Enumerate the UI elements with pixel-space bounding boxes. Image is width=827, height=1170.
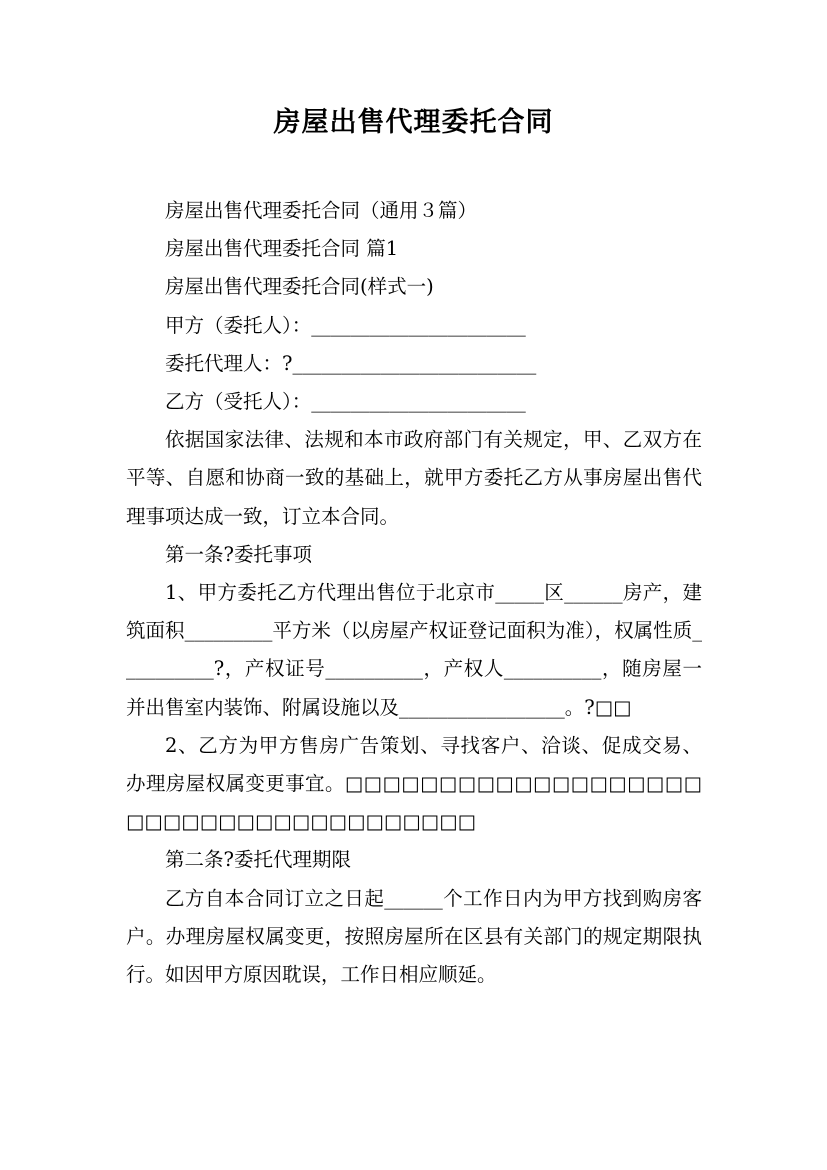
paragraph-section-label: 房屋出售代理委托合同 篇1 bbox=[165, 237, 399, 261]
paragraph-preamble: 依据国家法律、法规和本市政府部门有关规定，甲、乙双方在平等、自愿和协商一致的基础上，就甲方委托乙方从事房屋出售代理事项达成一致，订立本合同。 bbox=[126, 428, 702, 528]
document-title: 房屋出售代理委托合同 bbox=[273, 107, 554, 138]
article-one-heading: 第一条?委托事项 bbox=[165, 542, 312, 566]
agent-field: 委托代理人：?_________________________ bbox=[165, 351, 537, 375]
document-body bbox=[126, 192, 702, 994]
paragraph-sample-label: 房屋出售代理委托合同(样式一) bbox=[165, 275, 434, 299]
party-a-field: 甲方（委托人）：______________________ bbox=[165, 313, 526, 337]
article-one-clause-2: 2、乙方为甲方售房广告策划、寻找客户、洽谈、促成交易、办理房屋权属变更事宜。□□□□□□□□□□□□□□□□□□□□□□□□□□□□□□□□□□□□□□ bbox=[126, 733, 702, 834]
article-one-clause-1: 1、甲方委托乙方代理出售位于北京市_____区______房产，建筑面积_________平方米（以房屋产权证登记面积为准），权属性质__________?，产权证号__________，产权人__________，随房屋一并出售室内装饰、附属设施以及_________________。?□□ bbox=[126, 581, 702, 719]
party-b-field: 乙方（受托人）：______________________ bbox=[165, 390, 526, 414]
article-two-heading: 第二条?委托代理期限 bbox=[165, 848, 351, 872]
paragraph-heading: 房屋出售代理委托合同（通用３篇） bbox=[165, 199, 478, 222]
article-two-body: 乙方自本合同订立之日起______个工作日内为甲方找到购房客户。办理房屋权属变更，按照房屋所在区县有关部门的规定期限执行。如因甲方原因耽误，工作日相应顺延。 bbox=[126, 886, 702, 987]
